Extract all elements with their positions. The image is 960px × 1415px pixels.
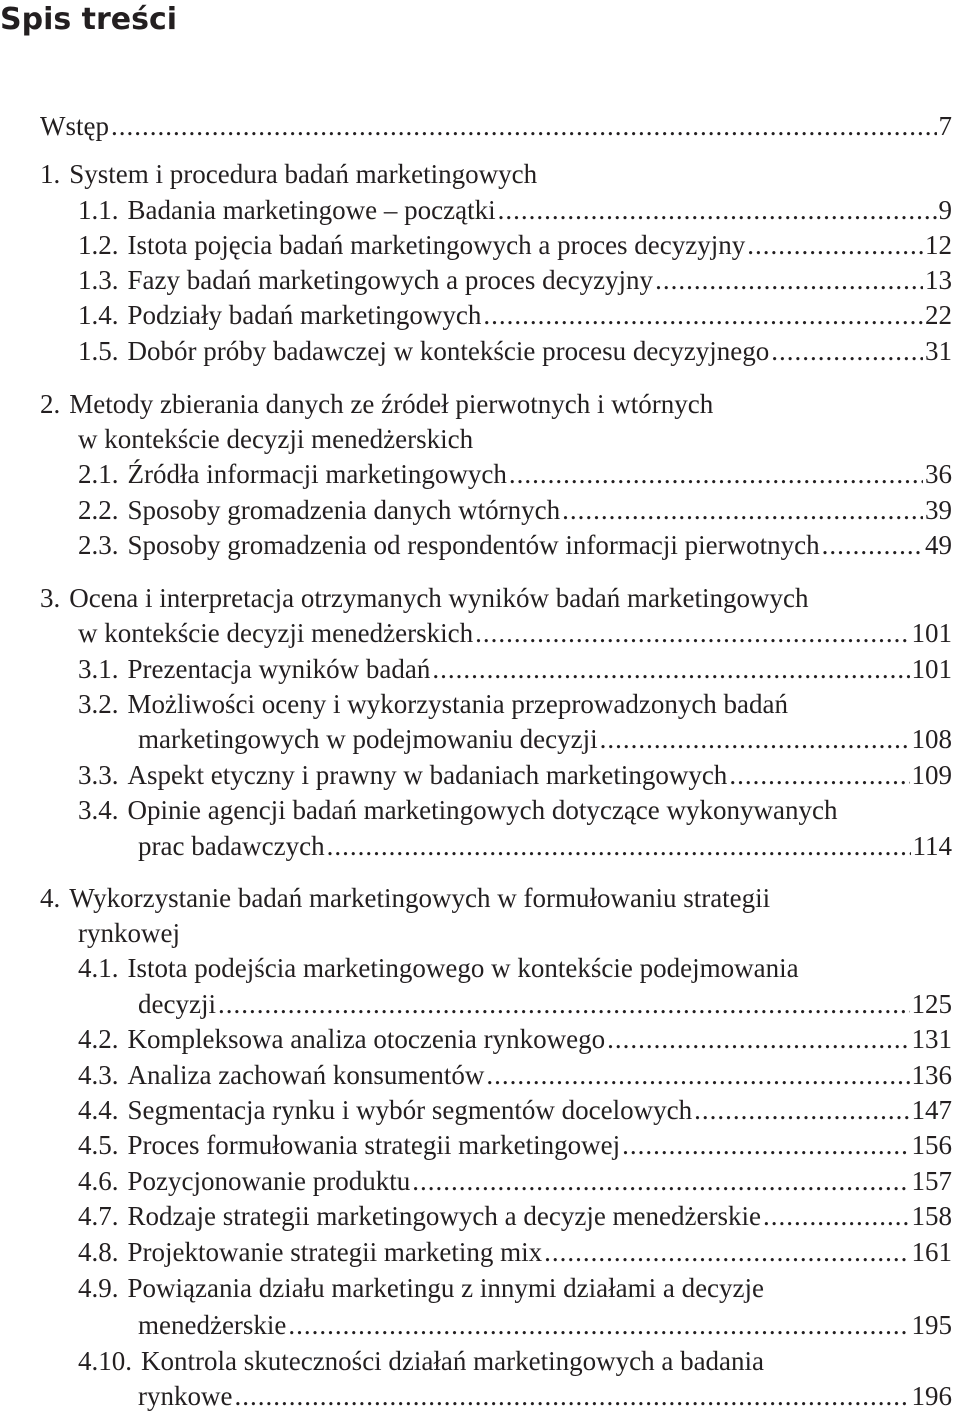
toc-entry-title: Istota pojęcia badań marketingowych a proces decyzyjny bbox=[127, 230, 746, 260]
toc-entry-number: 2.2. bbox=[78, 495, 119, 525]
toc-entry-number: 1.1. bbox=[78, 195, 119, 225]
toc-entry-title: Dobór próby badawczej w kontekście procesu decyzyjnego bbox=[127, 336, 770, 366]
toc-entry-title: Kontrola skuteczności działań marketingowych a badania bbox=[141, 1346, 765, 1376]
toc-entry-title: Źródła informacji marketingowych bbox=[127, 459, 507, 489]
toc-entry-title: Pozycjonowanie produktu bbox=[127, 1166, 411, 1196]
toc-entry-page: 114 bbox=[912, 831, 952, 861]
toc-dot-leader bbox=[218, 986, 910, 1022]
toc-entry-number: 4.2. bbox=[78, 1024, 119, 1054]
toc-dot-leader bbox=[234, 1378, 909, 1414]
toc-entry-title: Proces formułowania strategii marketingowej bbox=[127, 1130, 621, 1160]
toc-dot-leader bbox=[771, 333, 923, 369]
toc-entry-title: decyzji bbox=[138, 989, 216, 1019]
toc-entry-title: Sposoby gromadzenia od respondentów informacji pierwotnych bbox=[127, 530, 820, 560]
toc-entry-page: 49 bbox=[925, 530, 952, 560]
toc-entry-page: 131 bbox=[911, 1024, 952, 1054]
toc-entry-page: 109 bbox=[911, 760, 952, 790]
toc-entry-title: w kontekście decyzji menedżerskich bbox=[78, 618, 474, 648]
toc-entry-number: 2.3. bbox=[78, 530, 119, 560]
toc-dot-leader bbox=[412, 1163, 909, 1199]
toc-entry-page: 101 bbox=[911, 654, 952, 684]
toc-entry-number: 1.5. bbox=[78, 336, 119, 366]
toc-entry-number: 4.8. bbox=[78, 1237, 119, 1267]
toc-entry-number: 1.3. bbox=[78, 265, 119, 295]
toc-entry-title: menedżerskie bbox=[138, 1310, 287, 1340]
toc-entry-page: 12 bbox=[925, 230, 952, 260]
toc-dot-leader bbox=[729, 757, 909, 793]
toc-entry-title: marketingowych w podejmowaniu decyzji bbox=[138, 724, 598, 754]
toc-entry-number: 3.1. bbox=[78, 654, 119, 684]
toc-entry-title: System i procedura badań marketingowych bbox=[69, 159, 538, 189]
toc-entry-page: 195 bbox=[911, 1310, 952, 1340]
toc-entry-page: 108 bbox=[911, 724, 952, 754]
toc-entry-title: Analiza zachowań konsumentów bbox=[127, 1060, 485, 1090]
toc-entry-number: 4. bbox=[40, 883, 61, 913]
toc-entry-number: 1. bbox=[40, 159, 61, 189]
toc-dot-leader bbox=[694, 1092, 909, 1128]
toc-dot-leader bbox=[432, 651, 909, 687]
toc-entry-page: 39 bbox=[925, 495, 952, 525]
toc-entry-title: Badania marketingowe – początki bbox=[127, 195, 496, 225]
toc-dot-leader bbox=[486, 1057, 909, 1093]
toc-entry-title: rynkowej bbox=[78, 918, 180, 948]
toc-entry-title: Aspekt etyczny i prawny w badaniach marketingowych bbox=[127, 760, 728, 790]
toc-entry-number: 4.5. bbox=[78, 1130, 119, 1160]
toc-entry-page: 101 bbox=[911, 618, 952, 648]
toc-entry-number: 4.3. bbox=[78, 1060, 119, 1090]
toc-entry-title: rynkowe bbox=[138, 1381, 233, 1411]
toc-entry-title: Podziały badań marketingowych bbox=[127, 300, 482, 330]
toc-entry-title: w kontekście decyzji menedżerskich bbox=[78, 424, 474, 454]
toc-entry-number: 3.3. bbox=[78, 760, 119, 790]
toc-entry-number: 3.4. bbox=[78, 795, 119, 825]
toc-dot-leader bbox=[600, 721, 910, 757]
toc-entry-title: Metody zbierania danych ze źródeł pierwotnych i wtórnych bbox=[69, 389, 714, 419]
toc-entry-number: 4.9. bbox=[78, 1273, 119, 1303]
toc-entry-title: prac badawczych bbox=[138, 831, 325, 861]
toc-entry-number: 3.2. bbox=[78, 689, 119, 719]
toc-entry-page: 22 bbox=[925, 300, 952, 330]
toc-entry-page: 161 bbox=[911, 1237, 952, 1267]
toc-dot-leader bbox=[509, 456, 923, 492]
toc-dot-leader bbox=[747, 227, 923, 263]
toc-entry-page: 125 bbox=[911, 989, 952, 1019]
toc-entry-page: 196 bbox=[911, 1381, 952, 1411]
toc-entry-title: Wykorzystanie badań marketingowych w formułowaniu strategii bbox=[69, 883, 771, 913]
toc-dot-leader bbox=[288, 1307, 909, 1343]
toc-entry-page: 36 bbox=[925, 459, 952, 489]
toc-dot-leader bbox=[111, 108, 937, 144]
toc-dot-leader bbox=[562, 492, 923, 528]
toc-entry-title: Sposoby gromadzenia danych wtórnych bbox=[127, 495, 561, 525]
toc-dot-leader bbox=[822, 527, 923, 563]
toc-dot-leader bbox=[483, 297, 923, 333]
toc-entry-title: Fazy badań marketingowych a proces decyzyjny bbox=[127, 265, 654, 295]
toc-entry-title: Kompleksowa analiza otoczenia rynkowego bbox=[127, 1024, 606, 1054]
toc-entry-title: Projektowanie strategii marketing mix bbox=[127, 1237, 543, 1267]
toc-entry-number: 4.7. bbox=[78, 1201, 119, 1231]
toc-dot-leader bbox=[498, 192, 937, 228]
toc-dot-leader bbox=[327, 828, 911, 864]
toc-entry-number: 4.1. bbox=[78, 953, 119, 983]
toc-entry-title: Rodzaje strategii marketingowych a decyzje menedżerskie bbox=[127, 1201, 761, 1231]
toc-entry-title: Ocena i interpretacja otrzymanych wyników badań marketingowych bbox=[69, 583, 809, 613]
toc-entry-number: 3. bbox=[40, 583, 61, 613]
toc-entry-page: 136 bbox=[911, 1060, 952, 1090]
toc-entry-number: 2.1. bbox=[78, 459, 119, 489]
toc-entry-page: 158 bbox=[911, 1201, 952, 1231]
toc-entry-number: 4.4. bbox=[78, 1095, 119, 1125]
toc-entry-page: 9 bbox=[938, 195, 952, 225]
toc-entry-title: Wstęp bbox=[40, 111, 109, 141]
toc-entry-title: Możliwości oceny i wykorzystania przeprowadzonych badań bbox=[127, 689, 789, 719]
toc-entry-title: Istota podejścia marketingowego w kontekście podejmowania bbox=[127, 953, 799, 983]
toc-entry-page: 157 bbox=[911, 1166, 952, 1196]
toc-dot-leader bbox=[607, 1021, 909, 1057]
toc-entry-page: 156 bbox=[911, 1130, 952, 1160]
toc-dot-leader bbox=[622, 1127, 909, 1163]
toc-entry-title: Segmentacja rynku i wybór segmentów docelowych bbox=[127, 1095, 693, 1125]
toc-entry-number: 4.6. bbox=[78, 1166, 119, 1196]
toc-entry-page: 7 bbox=[938, 111, 952, 141]
toc-entry-number: 1.4. bbox=[78, 300, 119, 330]
toc-dot-leader bbox=[544, 1234, 909, 1270]
toc-dot-leader bbox=[763, 1198, 910, 1234]
page-title: Spis treści bbox=[0, 2, 178, 37]
toc-entry-title: Prezentacja wyników badań bbox=[127, 654, 431, 684]
toc-dot-leader bbox=[475, 615, 909, 651]
toc-entry-page: 147 bbox=[911, 1095, 952, 1125]
toc-entry-title: Opinie agencji badań marketingowych dotyczące wykonywanych bbox=[127, 795, 838, 825]
toc-dot-leader bbox=[655, 262, 923, 298]
toc-entry-number: 2. bbox=[40, 389, 61, 419]
toc-entry-number: 1.2. bbox=[78, 230, 119, 260]
toc-entry-title: Powiązania działu marketingu z innymi działami a decyzje bbox=[127, 1273, 765, 1303]
toc-entry-page: 31 bbox=[925, 336, 952, 366]
toc-entry-number: 4.10. bbox=[78, 1346, 132, 1376]
toc-entry-page: 13 bbox=[925, 265, 952, 295]
